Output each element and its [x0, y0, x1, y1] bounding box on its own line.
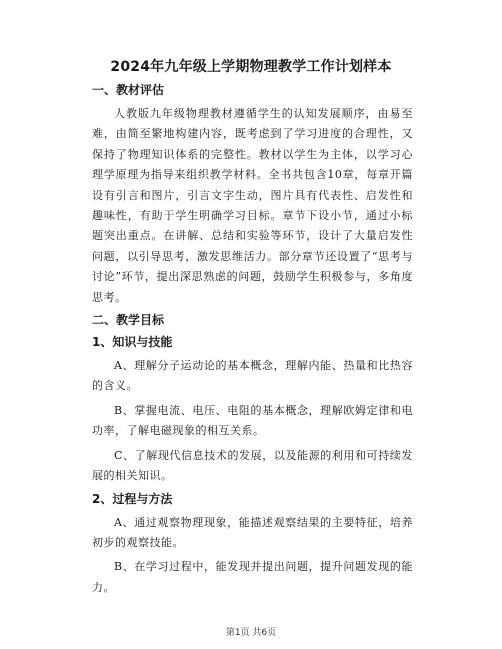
- paragraph-goal-a: A、理解分子运动论的基本概念，理解内能、热量和比热容的含义。: [92, 359, 413, 393]
- section-heading-textbook-evaluation: 一、教材评估: [92, 83, 165, 97]
- document-body: [92, 82, 413, 602]
- paragraph-process-a: A、通过观察物理现象，能描述观察结果的主要特征，培养初步的观察技能。: [92, 515, 413, 549]
- subsection-heading-knowledge-skills: 1、知识与技能: [92, 335, 173, 350]
- paragraph-textbook-evaluation: 人教版九年级物理教材遵循学生的认知发展顺序，由易至难，由简至繁地构建内容，既考虑到了学习进度的合理性，又保持了物理知识体系的完整性。教材以学生为主体，以学习心理学原理为指导来组织教学材料。全书共包含10章，每章开篇设有引言和图片，引言文字生动，图片具有代表性、启发性和趣味性，有助于学生明确学习目标。章节下设小节，通过小标题突出重点。在讲解、总结和实验等环节，设计了大量启发性问题，以引导思考，激发思维活力。部分章节还设置了“思考与讨论”环节，提出深思熟虑的问题，鼓励学生积极参与，多角度思考。: [92, 107, 413, 304]
- page-number-footer: 第1页 共6页: [225, 628, 277, 638]
- paragraph-process-b: B、在学习过程中，能发现并提出问题，提升问题发现的能力。: [92, 560, 413, 594]
- document-title: 2024年九年级上学期物理教学工作计划样本: [110, 59, 392, 75]
- section-heading-teaching-goals: 二、教学目标: [92, 313, 165, 328]
- paragraph-goal-c: C、了解现代信息技术的发展，以及能源的利用和可持续发展的相关知识。: [92, 448, 413, 483]
- subsection-heading-process-methods: 2、过程与方法: [92, 491, 173, 506]
- paragraph-goal-b: B、掌握电流、电压、电阻的基本概念，理解欧姆定律和电功率，了解电磁现象的相互关系。: [92, 403, 413, 438]
